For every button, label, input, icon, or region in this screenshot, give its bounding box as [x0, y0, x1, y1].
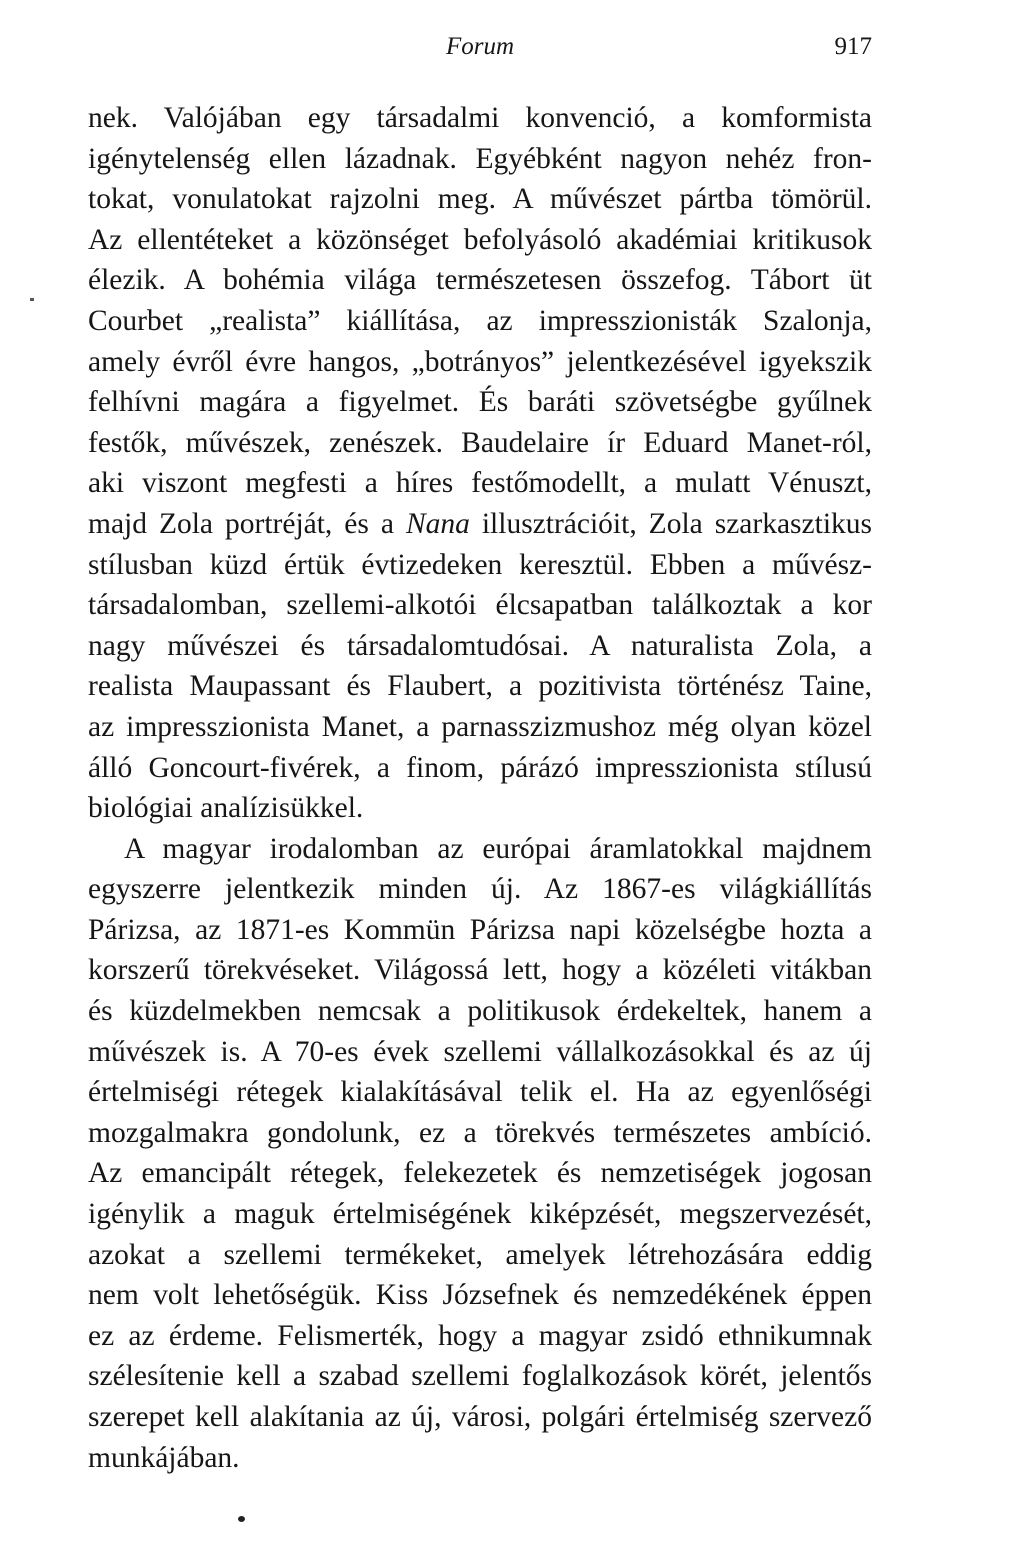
- text-line: egyszerre jelentkezik minden új. Az 1867-es világkiállítás: [88, 873, 872, 906]
- text-line: igénylik a maguk értelmiségének kiképzését, megszervezését,: [88, 1198, 872, 1231]
- running-header: [88, 30, 872, 64]
- text-line: nek. Valójában egy társadalmi konvenció, a komformista: [88, 102, 872, 134]
- text-line: élezik. A bohémia világa természetesen összefog. Tábort üt: [88, 264, 872, 297]
- running-title: Forum: [445, 33, 515, 60]
- text-line: azokat a szellemi termékeket, amelyek létrehozására eddig: [88, 1238, 872, 1271]
- text-line: szerepet kell alakítania az új, városi, polgári értelmiség szervező: [88, 1401, 872, 1433]
- text-run: majd Zola portréját, és a: [88, 507, 406, 540]
- paragraph: [88, 829, 872, 1479]
- text-line: stílusban küzd értük évtizedeken keresztül. Ebben a művész-: [88, 548, 872, 581]
- text-line: festők, művészek, zenészek. Baudelaire ír Eduard Manet-ról,: [88, 426, 872, 459]
- text-line: biológiai analízisükkel.: [88, 792, 364, 825]
- paragraph: [88, 98, 872, 829]
- text-run: illusztrációit, Zola szarkasztikus: [469, 507, 872, 540]
- text-line: az impresszionista Manet, a parnasszizmushoz még olyan közel: [88, 710, 872, 743]
- text-line: tokat, vonulatokat rajzolni meg. A művészet pártba tömörül.: [88, 183, 872, 216]
- text-line: nem volt lehetőségük. Kiss Józsefnek és nemzedékének éppen: [88, 1279, 872, 1312]
- text-line: nagy művészei és társadalomtudósai. A naturalista Zola, a: [88, 629, 872, 662]
- page-number: 917: [834, 33, 872, 60]
- text-line: és küzdelmekben nemcsak a politikusok érdekeltek, hanem a: [88, 995, 872, 1028]
- body-text: [88, 98, 872, 1478]
- text-line: [88, 504, 872, 545]
- text-line: igénytelenség ellen lázadnak. Egyébként nagyon nehéz fron-: [88, 142, 872, 175]
- text-line: felhívni magára a figyelmet. És baráti szövetségbe gyűlnek: [88, 386, 872, 419]
- text-line: mozgalmakra gondolunk, ez a törekvés természetes ambíció.: [88, 1116, 872, 1149]
- text-line: Courbet „realista” kiállítása, az impresszionisták Szalonja,: [88, 304, 872, 337]
- text-line: álló Goncourt-fivérek, a finom, párázó impresszionista stílusú: [88, 751, 872, 784]
- text-line: szélesítenie kell a szabad szellemi foglalkozások körét, jelentős: [88, 1360, 872, 1393]
- text-line: művészek is. A 70-es évek szellemi vállalkozásokkal és az új: [88, 1035, 872, 1068]
- margin-speck: [30, 298, 34, 301]
- text-line: amely évről évre hangos, „botrányos” jelentkezésével igyekszik: [88, 345, 872, 378]
- text-line: Az ellentéteket a közönséget befolyásoló akadémiai kritikusok: [88, 223, 872, 256]
- text-line: A magyar irodalomban az európai áramlatokkal majdnem: [124, 832, 872, 865]
- text-line: Párizsa, az 1871-es Kommün Párizsa napi közelségbe hozta a: [88, 913, 872, 946]
- text-line: realista Maupassant és Flaubert, a pozitivista történész Taine,: [88, 670, 872, 703]
- ink-speck: [238, 1516, 245, 1522]
- text-line: értelmiségi rétegek kialakításával telik el. Ha az egyenlőségi: [88, 1076, 872, 1109]
- italic-title: Nana: [405, 507, 470, 540]
- text-line: társadalomban, szellemi-alkotói élcsapatban találkoztak a kor: [88, 589, 872, 622]
- text-line: Az emancipált rétegek, felekezetek és nemzetiségek jogosan: [88, 1157, 872, 1190]
- text-line: korszerű törekvéseket. Világossá lett, hogy a közéleti vitákban: [88, 954, 872, 987]
- text-line: munkájában.: [88, 1441, 240, 1474]
- text-line: ez az érdeme. Felismerték, hogy a magyar zsidó ethnikumnak: [88, 1319, 872, 1352]
- text-line: aki viszont megfesti a híres festőmodellt, a mulatt Vénuszt,: [88, 467, 872, 500]
